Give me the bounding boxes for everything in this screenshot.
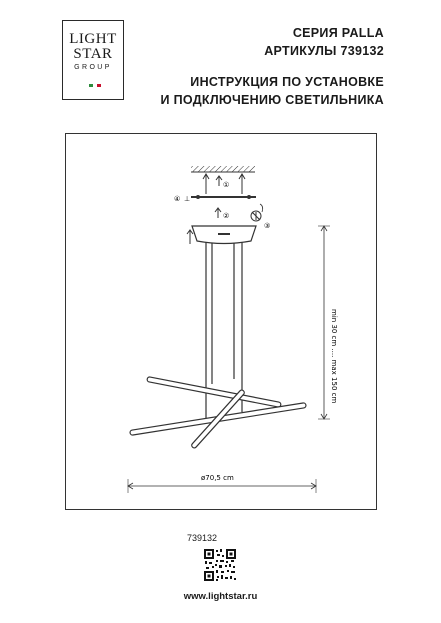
svg-text:⊥: ⊥ [184, 195, 191, 203]
instruction-title-line-1: ИНСТРУКЦИЯ ПО УСТАНОВКЕ [190, 75, 384, 89]
step-4-label: ④ [174, 195, 181, 203]
series-title: СЕРИЯ PALLA [292, 26, 384, 40]
height-label: min 30 cm .... max 150 cm [330, 309, 338, 404]
qr-code-icon [203, 548, 237, 582]
brand-logo [62, 20, 124, 100]
article-numbers: АРТИКУЛЫ 739132 [264, 44, 384, 58]
italian-flag-icon [89, 84, 101, 87]
mounting-bracket [191, 195, 256, 199]
logo-line-1: LIGHT [69, 31, 117, 47]
installation-diagram [65, 133, 377, 510]
website-link[interactable]: www.lightstar.ru [183, 591, 258, 602]
step-1-label: ① [223, 181, 230, 189]
height-dimension [318, 226, 338, 419]
canopy [192, 226, 256, 244]
ceiling-hatch [191, 166, 255, 172]
logo-line-3: GROUP [74, 64, 112, 71]
canopy-arrow [187, 230, 193, 244]
step-2-marker [215, 208, 229, 220]
width-label: ø70,5 cm [201, 474, 234, 482]
footer-article-number: 739132 [187, 533, 218, 543]
step-4-marker [174, 195, 190, 203]
led-bars [130, 377, 307, 449]
step-3-label: ③ [264, 222, 271, 230]
step-2-label: ② [223, 212, 230, 220]
step-1-marker [216, 176, 229, 189]
instruction-title-line-2: И ПОДКЛЮЧЕНИЮ СВЕТИЛЬНИКА [160, 93, 384, 107]
logo-line-2: STAR [73, 46, 113, 62]
width-dimension [128, 474, 316, 493]
